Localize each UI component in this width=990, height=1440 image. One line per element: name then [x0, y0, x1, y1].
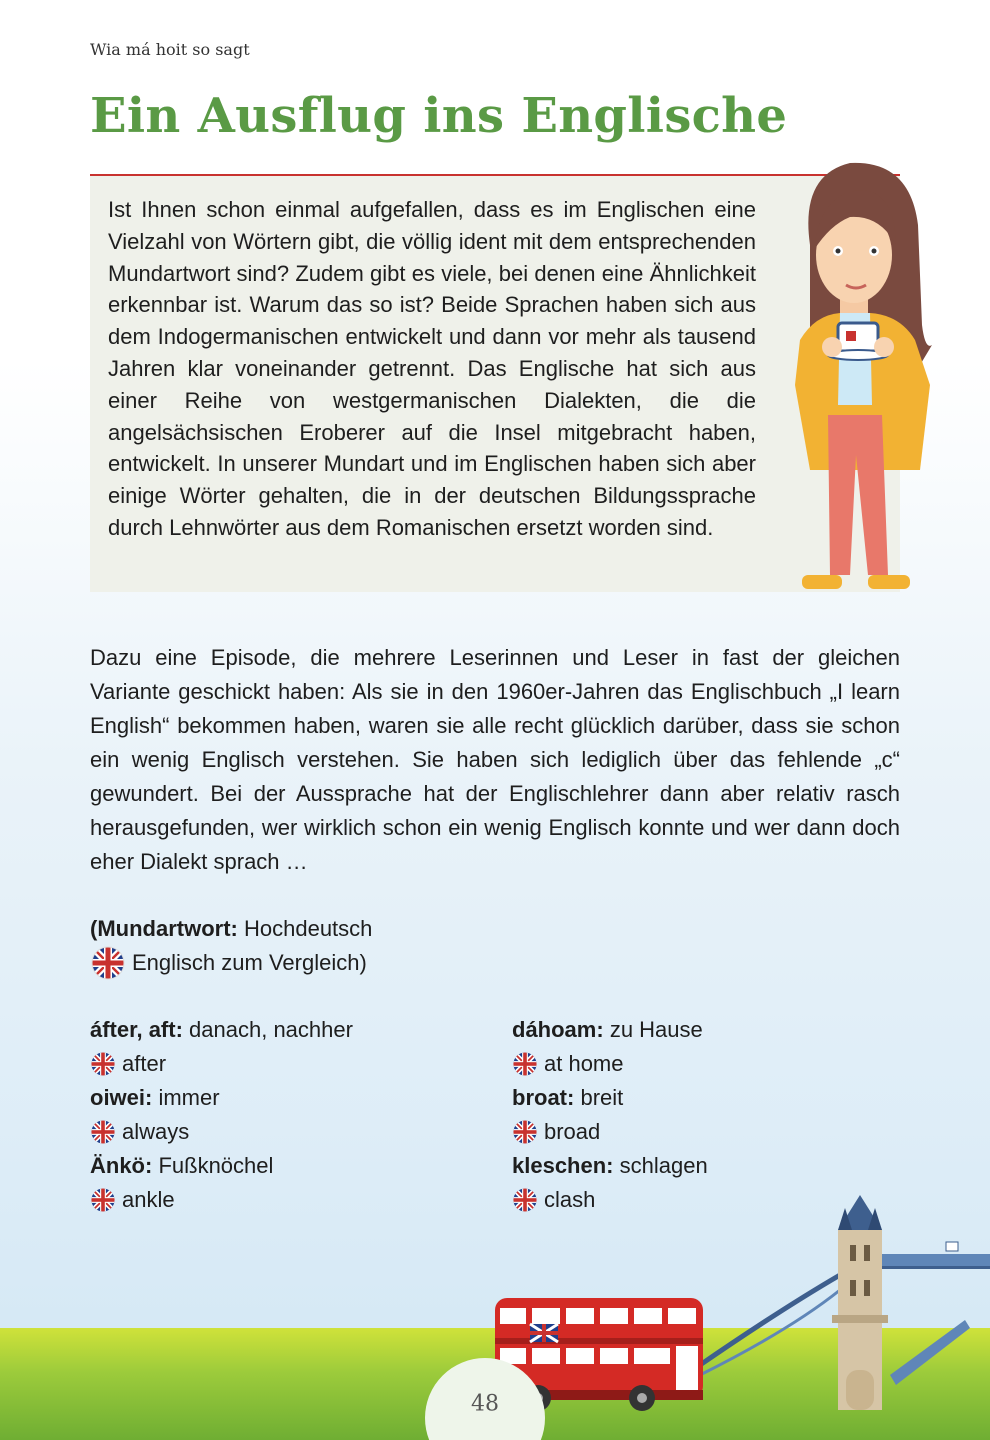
- vocab-term: kleschen:: [512, 1153, 614, 1178]
- vocab-english-word: ankle: [122, 1187, 175, 1212]
- vocab-meaning: immer: [158, 1085, 220, 1110]
- intro-text: Ist Ihnen schon einmal aufgefallen, dass es im Englischen eine Vielzahl von Wörtern gibt, die völlig ident mit dem entsprechenden Mundartwort sind? Zudem gibt es viele, bei denen eine Ähnlichkeit erkennbar ist. Warum das so ist? Beide Sprachen haben sich aus dem Indogermanischen entwickelt und dann vor mehr als tausend Jahren klar voneinander getrennt. Das Englische hat sich aus einer Reihe von westgermanischen Dialekten, die die angelsächsischen Eroberer auf die Insel mitgebracht haben, entwickelt. In unserer Mundart und im Englischen haben sich aber einige Wörter gehalten, die in der deutschen Bildungssprache durch Lehnwörter aus dem Romanischen ersetzt worden sind.: [108, 197, 756, 540]
- vocab-entry: [512, 1081, 708, 1115]
- episode-paragraph: Dazu eine Episode, die mehrere Leserinnen und Leser in fast der gleichen Variante geschickt haben: Als sie in den 1960er-Jahren das Englischbuch „I learn English“ bekommen haben, waren sie alle recht glücklich darüber, dass sie schon ein wenig Englisch verstehen. Sie haben sich lediglich über das fehlende „c“ gewundert. Bei der Aussprache hat der Englischlehrer dann aber relativ rasch herausgefunden, wer wirklich schon ein wenig Englisch konnte und wer dann doch eher Dialekt sprach …: [90, 645, 900, 874]
- legend-row-dialect: [90, 912, 372, 946]
- vocab-meaning: danach, nachher: [189, 1017, 353, 1042]
- vocab-term: broat:: [512, 1085, 575, 1110]
- legend-row-english: [90, 946, 372, 980]
- vocab-entry: [512, 1013, 708, 1047]
- uk-flag-icon: [90, 945, 126, 981]
- legend-english-label: Englisch zum Vergleich): [132, 950, 367, 975]
- page-title: Ein Ausflug ins Englische: [90, 88, 788, 144]
- vocab-english-word: broad: [544, 1119, 601, 1144]
- vocab-english-word: after: [122, 1051, 167, 1076]
- vocab-term: dáhoam:: [512, 1017, 604, 1042]
- running-head: Wia má hoit so sagt: [90, 40, 250, 59]
- vocab-english: [90, 1115, 353, 1149]
- legend-dialect-label: (Mundartwort:: [90, 916, 238, 941]
- legend-standard-label: Hochdeutsch: [243, 916, 373, 941]
- vocab-english-word: always: [122, 1119, 190, 1144]
- vocab-entry: [90, 1081, 353, 1115]
- vocab-entry: [90, 1013, 353, 1047]
- uk-flag-icon: [90, 1119, 116, 1145]
- vocab-entry: [90, 1149, 353, 1183]
- vocab-meaning: zu Hause: [609, 1017, 703, 1042]
- vocab-english: [90, 1047, 353, 1081]
- vocab-entry: [512, 1149, 708, 1183]
- vocab-english-word: at home: [544, 1051, 624, 1076]
- small-flag-icon: [946, 1242, 958, 1251]
- vocab-english: [512, 1047, 708, 1081]
- bridge-walkway: [880, 1254, 990, 1266]
- vocab-term: áfter, aft:: [90, 1017, 183, 1042]
- vocab-term: Änkö:: [90, 1153, 153, 1178]
- vocab-meaning: schlagen: [619, 1153, 708, 1178]
- uk-flag-icon: [512, 1051, 538, 1077]
- page-number: 48: [471, 1391, 499, 1417]
- uk-flag-icon: [90, 1051, 116, 1077]
- tower-bridge-tower: [832, 1195, 888, 1410]
- uk-flag-icon: [512, 1119, 538, 1145]
- vocab-column-right: [512, 1013, 708, 1217]
- legend: [90, 912, 372, 980]
- vocab-column-left: [90, 1013, 353, 1217]
- vocab-term: oiwei:: [90, 1085, 153, 1110]
- vocab-english: [512, 1115, 708, 1149]
- vocab-english-word: clash: [544, 1187, 596, 1212]
- vocab-meaning: breit: [580, 1085, 624, 1110]
- woman-illustration: [770, 155, 940, 600]
- vocab-meaning: Fußknöchel: [158, 1153, 274, 1178]
